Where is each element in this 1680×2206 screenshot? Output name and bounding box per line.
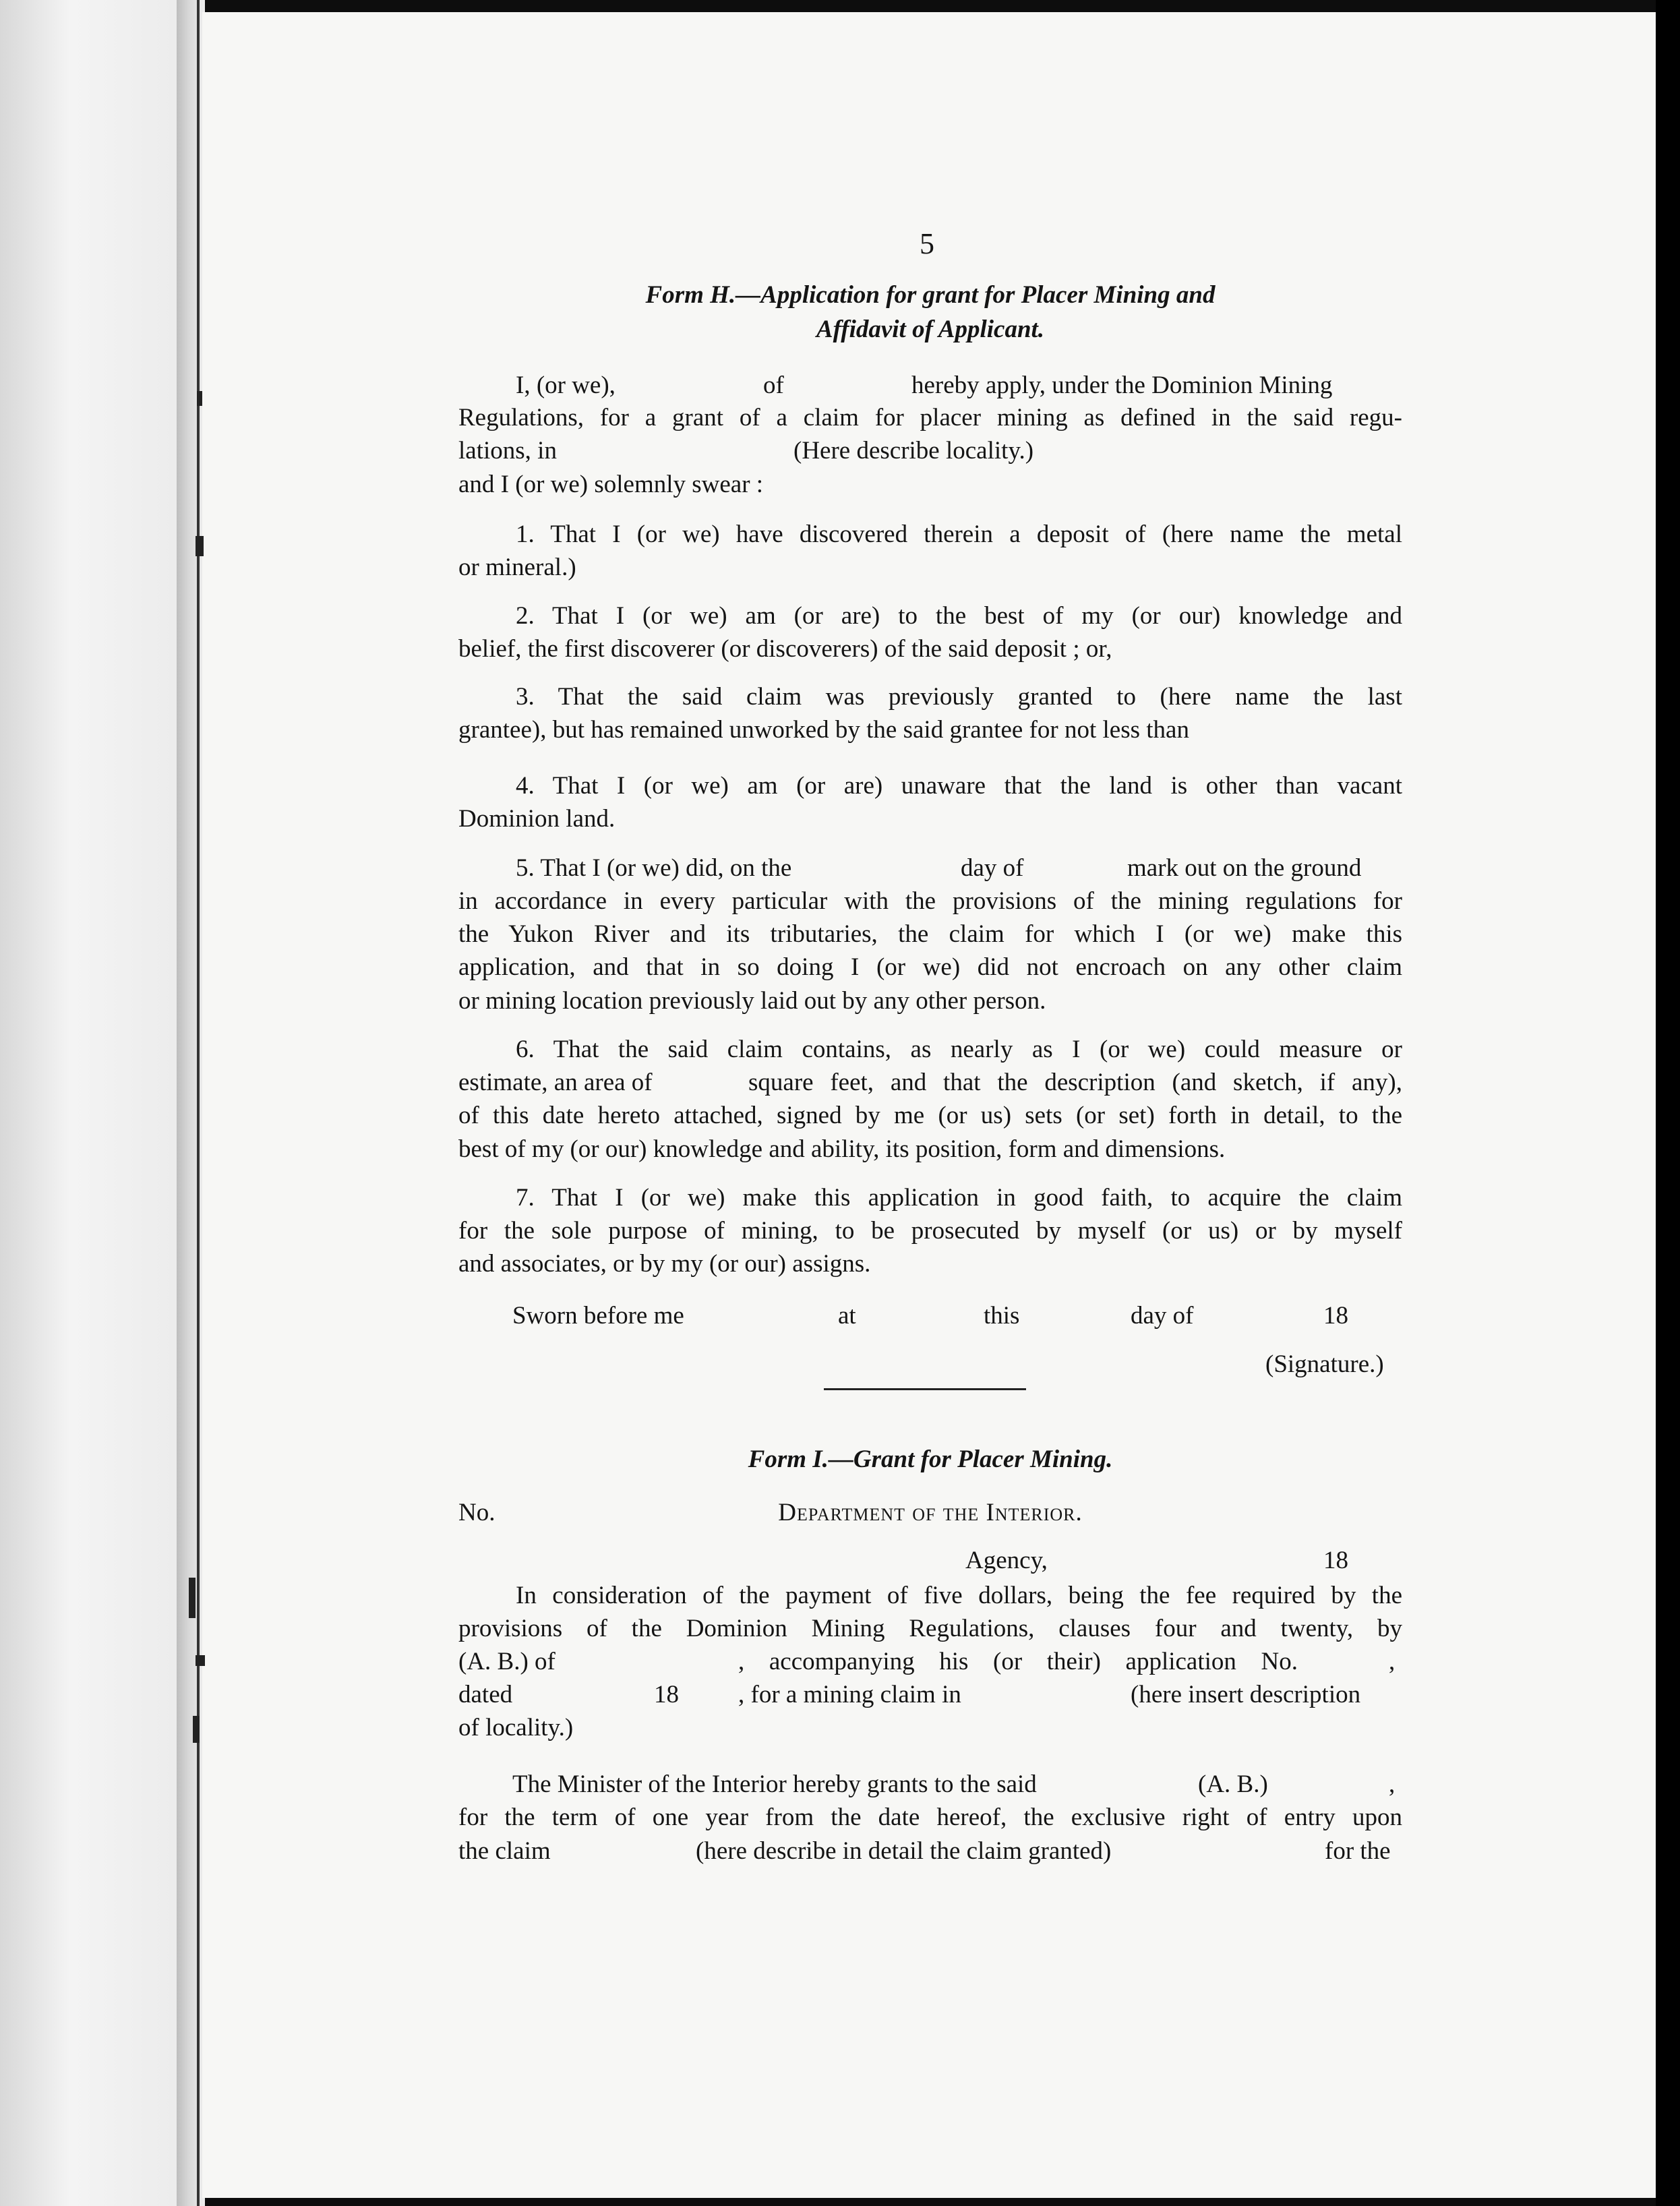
intro-line3b: (Here describe locality.) — [793, 437, 1034, 465]
para4-line1: 4. That I (or we) am (or are) unaware that the land is other than vacant — [516, 772, 1402, 800]
intro-line1c: hereby apply, under the Dominion Mining — [911, 371, 1333, 399]
agency-year: 18 — [1323, 1547, 1348, 1574]
department-heading: Department of the Interior. — [778, 1499, 1083, 1526]
para6-line4: best of my (or our) knowledge and ability, its position, form and dimensions. — [458, 1135, 1226, 1163]
para2-line2: belief, the first discoverer (or discoverers) of the said deposit ; or, — [458, 635, 1112, 663]
para3-line1: 3. That the said claim was previously granted to (here name the last — [516, 683, 1402, 711]
form-i-title: Form I.—Grant for Placer Mining. — [748, 1445, 1113, 1473]
signature-label: (Signature.) — [1265, 1350, 1384, 1378]
binding-mark — [197, 391, 202, 406]
para3-line2: grantee), but has remained unworked by the said grantee for not less than — [458, 716, 1189, 744]
consideration-line2: provisions of the Dominion Mining Regulations, clauses four and twenty, by — [458, 1615, 1402, 1642]
sworn-year: 18 — [1323, 1302, 1348, 1330]
intro-line3a: lations, in — [458, 437, 557, 465]
para2-line1: 2. That I (or we) am (or are) to the best of my (or our) knowledge and — [516, 602, 1402, 630]
book-gutter — [177, 0, 205, 2206]
para4-line2: Dominion land. — [458, 805, 616, 833]
para5-line1b: day of — [961, 854, 1024, 882]
para6-line2b: square feet, and that the description (and sketch, if any), — [748, 1069, 1402, 1096]
consideration-line4b: 18 — [654, 1681, 679, 1708]
para6-line1: 6. That the said claim contains, as nearly as I (or we) could measure or — [516, 1036, 1402, 1063]
sworn-label: Sworn before me — [512, 1302, 684, 1330]
para5-line4: application, and that in so doing I (or we) did not encroach on any other claim — [458, 953, 1402, 981]
consideration-line1: In consideration of the payment of five dollars, being the fee required by the — [516, 1582, 1402, 1609]
para7-line3: and associates, or by my (or our) assigns. — [458, 1250, 871, 1278]
scan-right-border — [1656, 0, 1680, 2206]
intro-line2: Regulations, for a grant of a claim for placer mining as defined in the said regu- — [458, 404, 1402, 431]
para5-line2: in accordance in every particular with the provisions of the mining regulations for — [458, 887, 1402, 915]
binding-mark — [193, 1716, 200, 1743]
para6-line3: of this date hereto attached, signed by me (or us) sets (or set) forth in detail, to the — [458, 1102, 1402, 1129]
page-number: 5 — [920, 227, 934, 260]
grant-number-label: No. — [458, 1499, 496, 1526]
sworn-this: this — [984, 1302, 1020, 1330]
intro-line1a: I, (or we), — [516, 371, 616, 399]
minister-line1b: (A. B.) — [1198, 1770, 1268, 1798]
para5-line5: or mining location previously laid out by any other person. — [458, 987, 1046, 1015]
minister-line3b: (here describe in detail the claim granted) — [696, 1837, 1112, 1865]
para6-line2a: estimate, an area of — [458, 1069, 653, 1096]
consideration-line3b: , accompanying his (or their) application No. — [738, 1648, 1298, 1675]
para5-line1c: mark out on the ground — [1127, 854, 1362, 882]
para1-line1: 1. That I (or we) have discovered therein a deposit of (here name the metal — [516, 520, 1402, 548]
consideration-line3a: (A. B.) of — [458, 1648, 556, 1675]
consideration-line4c: , for a mining claim in — [738, 1681, 961, 1708]
minister-line1c: , — [1389, 1770, 1396, 1798]
para5-line3: the Yukon River and its tributaries, the claim for which I (or we) make this — [458, 920, 1402, 948]
section-divider — [824, 1388, 1026, 1390]
minister-line1a: The Minister of the Interior hereby grants to the said — [512, 1770, 1037, 1798]
agency-label: Agency, — [965, 1547, 1048, 1574]
binding-mark — [196, 1655, 205, 1666]
sworn-at: at — [838, 1302, 856, 1330]
para1-line2: or mineral.) — [458, 554, 576, 581]
intro-line1b: of — [763, 371, 784, 399]
form-h-title-line2: Affidavit of Applicant. — [816, 316, 1045, 343]
para5-line1a: 5. That I (or we) did, on the — [516, 854, 792, 882]
fold-line — [197, 0, 200, 2206]
sworn-day-of: day of — [1131, 1302, 1194, 1330]
consideration-line4a: dated — [458, 1681, 513, 1708]
binding-mark — [196, 536, 204, 556]
minister-line3c: for the — [1325, 1837, 1391, 1865]
form-h-title-line1: Form H.—Application for grant for Placer Mining and — [645, 281, 1216, 309]
facing-page-edge — [0, 0, 177, 2206]
consideration-line4d: (here insert description — [1131, 1681, 1361, 1708]
consideration-line3c: , — [1389, 1648, 1396, 1675]
consideration-line5: of locality.) — [458, 1714, 574, 1741]
binding-mark — [189, 1578, 196, 1618]
para7-line1: 7. That I (or we) make this application in good faith, to acquire the claim — [516, 1184, 1402, 1212]
minister-line3a: the claim — [458, 1837, 551, 1865]
para7-line2: for the sole purpose of mining, to be prosecuted by myself (or us) or by myself — [458, 1217, 1402, 1245]
minister-line2: for the term of one year from the date hereof, the exclusive right of entry upon — [458, 1803, 1402, 1831]
intro-line4: and I (or we) solemnly swear : — [458, 471, 764, 498]
